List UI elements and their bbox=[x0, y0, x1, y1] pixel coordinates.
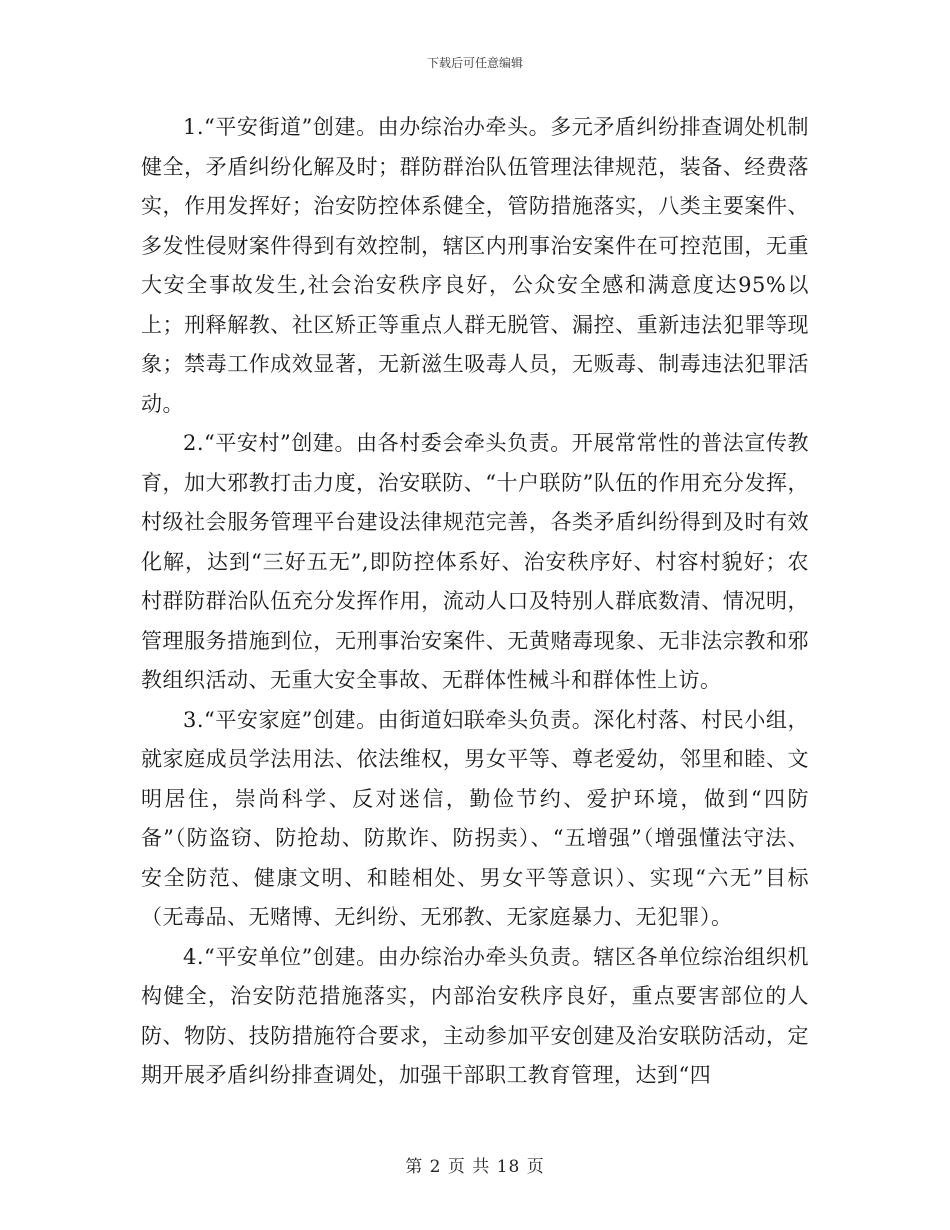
paragraph-3: 3.“平安家庭”创建。由街道妇联牵头负责。深化村落、村民小组，就家庭成员学法用法、依法维权，男女平等、尊老爱幼，邻里和睦、文明居住，崇尚科学、反对迷信，勤俭节约、爱护环境，做到“四防备”（防盗窃、防抢劫、防欺诈、防拐卖）、“五增强”（增强懂法守法、安全防范、健康文明、和睦相处、男女平等意识）、实现“六无”目标（无毒品、无赌博、无纠纷、无邪教、无家庭暴力、无犯罪）。 bbox=[141, 707, 809, 929]
paragraph-1: 1.“平安街道”创建。由办综治办牵头。多元矛盾纠纷排查调处机制健全，矛盾纠纷化解及时；群防群治队伍管理法律规范，装备、经费落实，作用发挥好；治安防控体系健全，管防措施落实，八类主要案件、多发性侵财案件得到有效控制，辖区内刑事治安案件在可控范围，无重大安全事故发生,社会治安秩序良好，公众安全感和满意度达95%以上；刑释解教、社区矫正等重点人群无脱管、漏控、重新违法犯罪等现象；禁毒工作成效显著，无新滋生吸毒人员，无贩毒、制毒违法犯罪活动。 bbox=[141, 115, 809, 416]
document-body bbox=[141, 108, 809, 1096]
page-header: 下载后可任意编辑 bbox=[426, 56, 523, 70]
paragraph-4: 4.“平安单位”创建。由办综治办牵头负责。辖区各单位综治组织机构健全，治安防范措施落实，内部治安秩序良好，重点要害部位的人防、物防、技防措施符合要求，主动参加平安创建及治安联防活动，定期开展矛盾纠纷排查调处，加强干部职工教育管理，达到“四 bbox=[141, 944, 809, 1087]
page-number-footer: 第 2 页 共 18 页 bbox=[405, 1157, 545, 1177]
paragraph-2: 2.“平安村”创建。由各村委会牵头负责。开展常常性的普法宣传教育，加大邪教打击力度，治安联防、“十户联防”队伍的作用充分发挥，村级社会服务管理平台建设法律规范完善，各类矛盾纠纷得到及时有效化解，达到“三好五无”,即防控体系好、治安秩序好、村容村貌好；农村群防群治队伍充分发挥作用，流动人口及特别人群底数清、情况明，管理服务措施到位，无刑事治安案件、无黄赌毒现象、无非法宗教和邪教组织活动、无重大安全事故、无群体性械斗和群体性上访。 bbox=[141, 431, 809, 692]
